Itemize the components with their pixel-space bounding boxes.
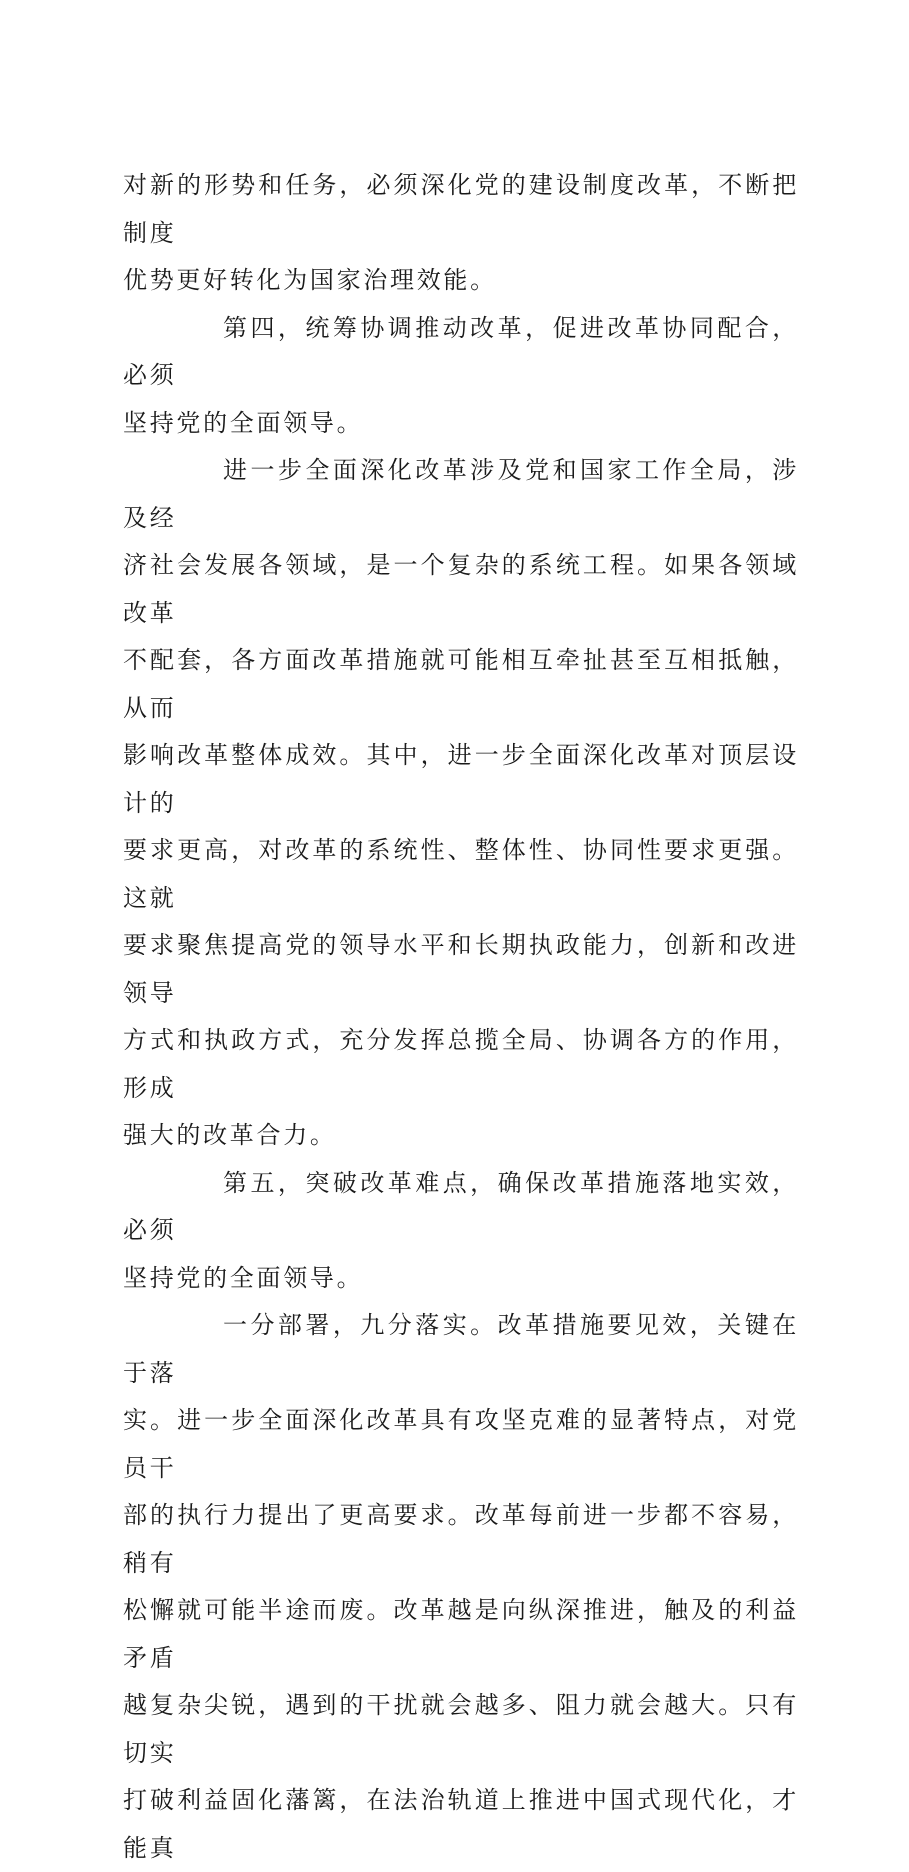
paragraph-3-line-7: 方式和执政方式，充分发挥总揽全局、协调各方的作用，形成 [123, 1026, 799, 1102]
paragraph-3-line-5: 要求更高，对改革的系统性、整体性、协同性要求更强。这就 [123, 836, 799, 912]
paragraph-2-line-2: 坚持党的全面领导。 [123, 408, 364, 437]
document-body [123, 162, 799, 1872]
paragraph-5-line-4: 松懈就可能半途而废。改革越是向纵深推进，触及的利益矛盾 [123, 1596, 799, 1672]
paragraph-3-line-8: 强大的改革合力。 [123, 1121, 337, 1149]
paragraph-5-line-6: 打破利益固化藩篱，在法治轨道上推进中国式现代化，才能真 [123, 1786, 799, 1862]
paragraph-3-line-1: 进一步全面深化改革涉及党和国家工作全局，涉及经 [123, 456, 799, 532]
paragraph-4-line-2: 坚持党的全面领导。 [123, 1263, 364, 1292]
paragraph-2 [123, 305, 799, 448]
paragraph-5-line-3: 部的执行力提出了更高要求。改革每前进一步都不容易，稍有 [123, 1501, 799, 1577]
paragraph-5-line-2: 实。进一步全面深化改革具有攻坚克难的显著特点，对党员干 [123, 1406, 799, 1482]
paragraph-4 [123, 1160, 799, 1303]
paragraph-1-line-1: 对新的形势和任务，必须深化党的建设制度改革，不断把制度 [123, 171, 799, 247]
paragraph-2-line-1: 第四，统筹协调推动改革，促进改革协同配合，必须 [123, 313, 799, 389]
paragraph-3 [123, 447, 799, 1160]
paragraph-5 [123, 1302, 799, 1872]
paragraph-3-line-6: 要求聚焦提高党的领导水平和长期执政能力，创新和改进领导 [123, 931, 799, 1007]
paragraph-1-line-2: 优势更好转化为国家治理效能。 [123, 266, 497, 294]
paragraph-3-line-2: 济社会发展各领域，是一个复杂的系统工程。如果各领域改革 [123, 551, 799, 627]
paragraph-4-line-1: 第五，突破改革难点，确保改革措施落地实效，必须 [123, 1168, 799, 1244]
paragraph-3-line-3: 不配套，各方面改革措施就可能相互牵扯甚至互相抵触，从而 [123, 646, 799, 722]
paragraph-3-line-4: 影响改革整体成效。其中，进一步全面深化改革对顶层设计的 [123, 741, 799, 817]
paragraph-5-line-5: 越复杂尖锐，遇到的干扰就会越多、阻力就会越大。只有切实 [123, 1691, 799, 1767]
paragraph-1 [123, 162, 799, 305]
paragraph-5-line-1: 一分部署，九分落实。改革措施要见效，关键在于落 [123, 1311, 799, 1387]
